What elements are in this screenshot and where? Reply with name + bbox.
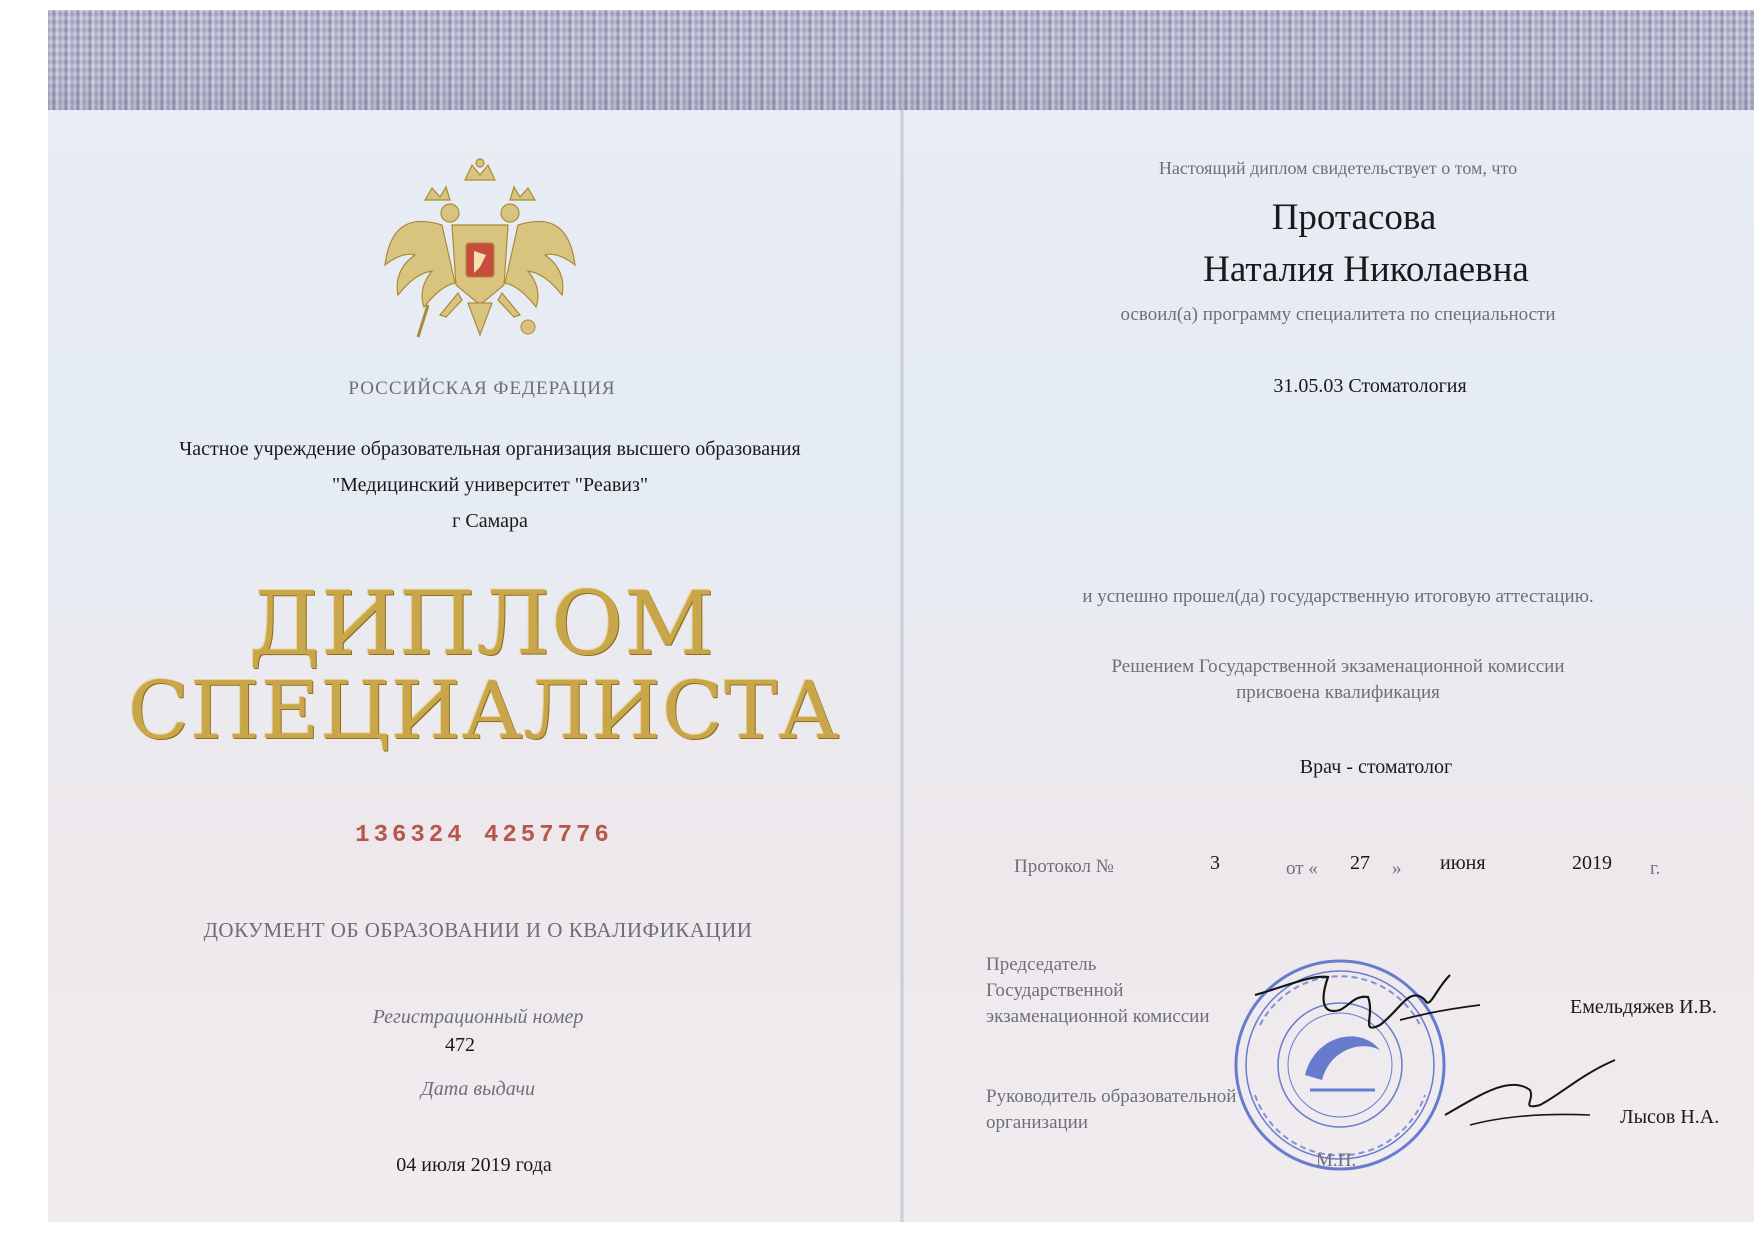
- protocol-label: Протокол №: [1014, 856, 1114, 877]
- organization-type: Частное учреждение образовательная организация высшего образования: [179, 438, 801, 460]
- page-fold: [900, 110, 904, 1222]
- security-pattern-overlay: [48, 10, 1754, 110]
- protocol-number: 3: [1210, 852, 1220, 874]
- issue-date-label: Дата выдачи: [420, 1078, 536, 1100]
- qualification: Врач - стоматолог: [1299, 756, 1453, 778]
- graduate-given-names: Наталия Николаевна: [1203, 249, 1529, 290]
- organization-name: "Медицинский университет "Реавиз": [331, 474, 649, 496]
- protocol-day: 27: [1350, 852, 1370, 874]
- head-title-line1: Руководитель образовательной: [986, 1086, 1237, 1107]
- document-type: ДОКУМЕНТ ОБ ОБРАЗОВАНИИ И О КВАЛИФИКАЦИИ: [203, 918, 753, 942]
- graduate-surname: Протасова: [1271, 197, 1437, 238]
- organization-city: г Самара: [452, 510, 528, 532]
- stamp-placeholder: М.П.: [1316, 1150, 1357, 1171]
- decision-text-line1: Решением Государственной экзаменационной комиссии: [1111, 656, 1565, 677]
- protocol-year: 2019: [1572, 852, 1612, 874]
- specialty: 31.05.03 Стоматология: [1273, 375, 1467, 397]
- registration-label: Регистрационный номер: [372, 1006, 584, 1028]
- chair-title-line3: экзаменационной комиссии: [986, 1006, 1210, 1027]
- head-title-line2: организации: [986, 1112, 1089, 1133]
- chair-signature: [1250, 955, 1490, 1055]
- coat-of-arms-icon: [380, 155, 580, 345]
- protocol-year-suffix: г.: [1650, 858, 1661, 879]
- serial-number: 136324 4257776: [355, 822, 613, 849]
- head-signature: [1440, 1055, 1620, 1135]
- attestation-text: и успешно прошел(да) государственную итоговую аттестацию.: [1082, 586, 1594, 607]
- intro-text: Настоящий диплом свидетельствует о том, что: [1158, 158, 1518, 178]
- chair-name: Емельдяжев И.В.: [1570, 996, 1717, 1018]
- protocol-close-quote: »: [1392, 858, 1402, 879]
- issue-date-value: 04 июля 2019 года: [396, 1154, 552, 1176]
- diploma-title-line1: ДИПЛОМ: [248, 572, 716, 675]
- program-text: освоил(а) программу специалитета по специальности: [1120, 304, 1556, 325]
- head-name: Лысов Н.А.: [1620, 1106, 1720, 1128]
- protocol-from-label: от «: [1286, 858, 1318, 879]
- decision-text-line2: присвоена квалификация: [1236, 682, 1440, 703]
- protocol-month: июня: [1440, 852, 1486, 874]
- diploma-title-line2: СПЕЦИАЛИСТА: [127, 664, 841, 757]
- country-label: РОССИЙСКАЯ ФЕДЕРАЦИЯ: [348, 378, 616, 399]
- registration-number: 472: [445, 1034, 475, 1056]
- chair-title-line1: Председатель: [986, 954, 1097, 975]
- chair-title-line2: Государственной: [986, 980, 1124, 1001]
